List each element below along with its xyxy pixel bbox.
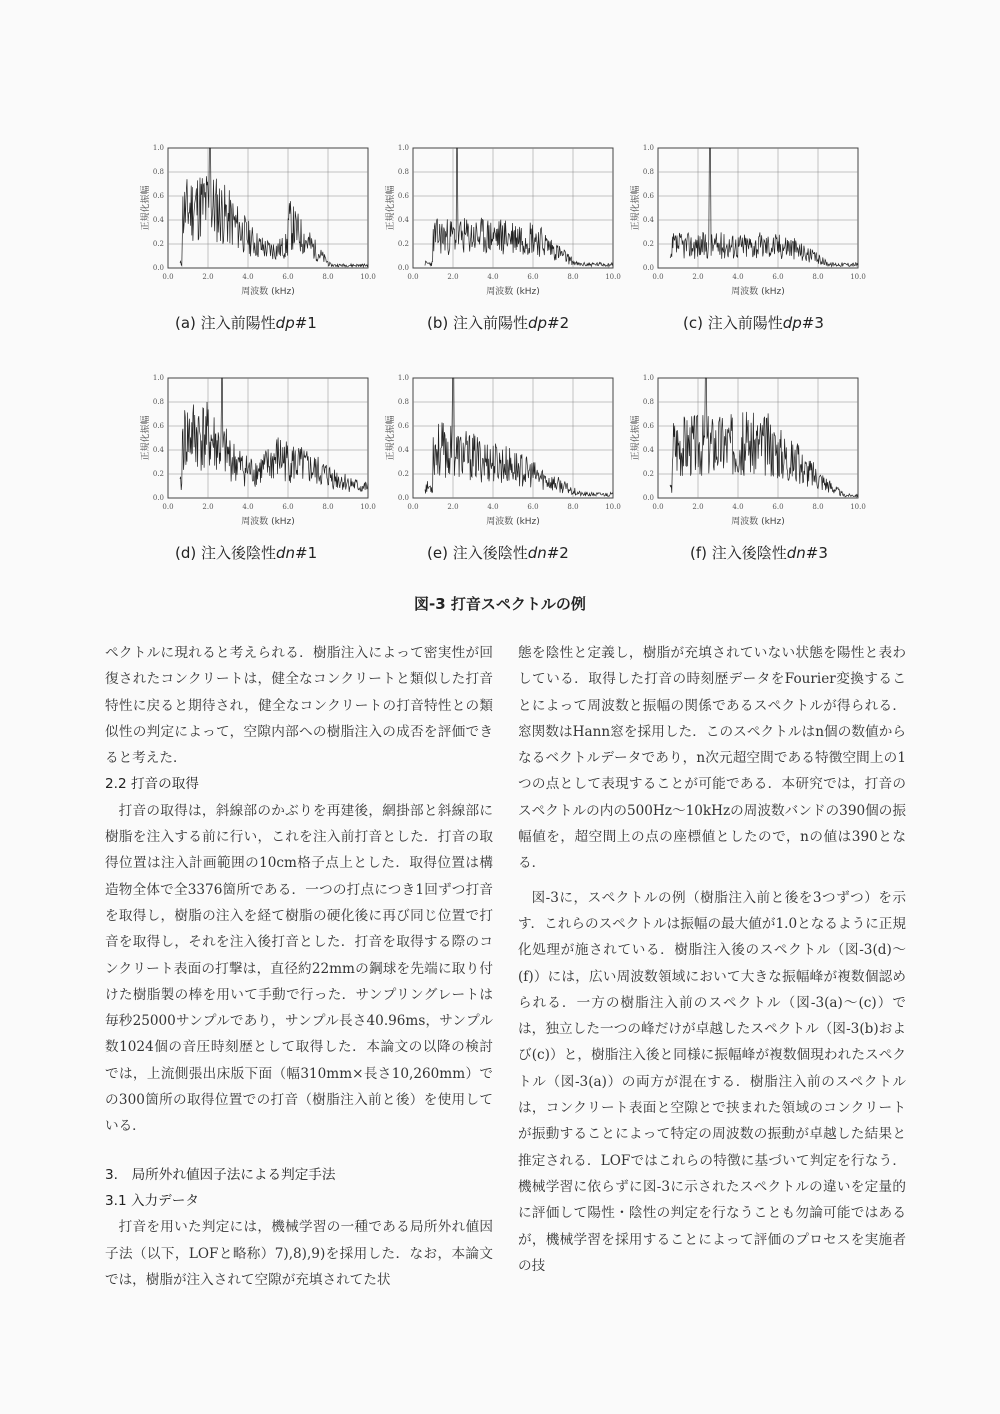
y-tick-label: 0.8 <box>397 168 409 176</box>
y-tick-label: 0.2 <box>642 240 654 248</box>
section-heading-3-1: 3.1 入力データ <box>105 1192 199 1209</box>
y-axis-label: 正規化振幅 <box>631 415 641 461</box>
panel-caption-c <box>683 312 903 333</box>
x-tick-label: 10.0 <box>850 503 866 511</box>
y-axis-label: 正規化振幅 <box>631 185 641 231</box>
left-column <box>105 640 493 1293</box>
right-column <box>518 640 906 1279</box>
spectrum-chart-e <box>385 370 635 530</box>
x-tick-label: 6.0 <box>527 273 539 281</box>
y-tick-label: 0.2 <box>397 240 409 248</box>
x-tick-label: 4.0 <box>732 273 744 281</box>
y-tick-label: 1.0 <box>152 144 164 152</box>
y-axis-label: 正規化振幅 <box>386 415 396 461</box>
caption-suffix: #3 <box>801 314 824 332</box>
paragraph: 態を陰性と定義し，樹脂が充填されていない状態を陽性と表わしている．取得した打音の時刻歴データをFourier変換することによって周波数と振幅の関係であるスペクトルが得られる．窓関数はHann窓を採用した．このスペクトルはn個の数値からなるベクトルデータであり，n次元超空間である特徴空間上の1つの点として表現することが可能である．本研究では，打音のスペクトルの内の500Hz〜10kHzの周波数バンドの390個の振幅値を，超空間上の点の座標値としたので，nの値は390となる． <box>518 645 906 872</box>
x-tick-label: 2.0 <box>447 503 459 511</box>
x-tick-label: 2.0 <box>202 273 214 281</box>
x-tick-label: 6.0 <box>527 503 539 511</box>
x-tick-label: 8.0 <box>812 273 824 281</box>
x-axis-label: 周波数 (kHz) <box>241 287 295 297</box>
paragraph: 図-3に，スペクトルの例（樹脂注入前と後を3つずつ）を示す．これらのスペクトルは振幅の最大値が1.0となるように正規化処理が施されている．樹脂注入後のスペクトル（図-3(d)〜(f)）には，広い周波数領域において大きな振幅峰が複数個認められる．一方の樹脂注入前のスペクトル（図-3(a)〜(c)）では，独立した一つの峰だけが卓越したスペクトル（図-3(b)および(c)）と，樹脂注入後と同様に振幅峰が複数個現われたスペクトル（図-3(a)）の両方が混在する．樹脂注入前のスペクトルは，コンクリート表面と空隙とで挟まれた領域のコンクリートが振動することによって特定の周波数の振動が卓越した結果と推定される．LOFではこれらの特徴に基づいて判定を行なう．機械学習に依らずに図-3に示されたスペクトルの違いを定量的に評価して陽性・陰性の判定を行なうことも勿論可能ではあるが，機械学習を採用することによって評価のプロセスを実施者の技 <box>518 889 906 1274</box>
caption-label: (f) 注入後陰性 <box>690 544 787 562</box>
y-tick-label: 0.0 <box>642 494 654 502</box>
x-tick-label: 8.0 <box>812 503 824 511</box>
x-tick-label: 2.0 <box>692 273 704 281</box>
figure-panel-f <box>630 370 880 562</box>
y-tick-label: 0.6 <box>642 422 654 430</box>
x-tick-label: 4.0 <box>487 273 499 281</box>
caption-suffix: #2 <box>546 544 569 562</box>
x-tick-label: 10.0 <box>605 503 621 511</box>
caption-suffix: #1 <box>294 314 317 332</box>
y-tick-label: 0.8 <box>397 398 409 406</box>
x-tick-label: 4.0 <box>242 273 254 281</box>
spectrum-chart-f <box>630 370 880 530</box>
y-tick-label: 0.8 <box>642 398 654 406</box>
y-tick-label: 0.4 <box>397 216 409 224</box>
y-tick-label: 0.8 <box>152 168 164 176</box>
x-tick-label: 8.0 <box>567 273 579 281</box>
caption-italic: dn <box>527 544 547 562</box>
x-tick-label: 2.0 <box>202 503 214 511</box>
x-tick-label: 10.0 <box>360 273 376 281</box>
x-tick-label: 2.0 <box>692 503 704 511</box>
y-tick-label: 0.4 <box>152 216 164 224</box>
section-heading-2-2: 2.2 打音の取得 <box>105 776 199 793</box>
y-tick-label: 0.4 <box>397 446 409 454</box>
y-tick-label: 1.0 <box>397 144 409 152</box>
section-heading-3: 3. 局所外れ値因子法による判定手法 <box>105 1166 336 1183</box>
y-tick-label: 0.2 <box>152 240 164 248</box>
y-axis-label: 正規化振幅 <box>386 185 396 231</box>
y-tick-label: 0.2 <box>642 470 654 478</box>
y-tick-label: 0.6 <box>397 192 409 200</box>
x-axis-label: 周波数 (kHz) <box>731 287 785 297</box>
caption-label: (b) 注入前陽性 <box>427 314 528 332</box>
panel-caption-d <box>175 542 395 563</box>
x-tick-label: 8.0 <box>567 503 579 511</box>
y-tick-label: 0.6 <box>642 192 654 200</box>
figure-panel-c <box>630 140 880 332</box>
x-tick-label: 10.0 <box>605 273 621 281</box>
x-tick-label: 0.0 <box>652 503 664 511</box>
caption-label: (a) 注入前陽性 <box>175 314 276 332</box>
paragraph: ペクトルに現れると考えられる．樹脂注入によって密実性が回復されたコンクリートは，健全なコンクリートと類似した打音特性に戻ると期待され，健全なコンクリートの打音特性との類似性の判定によって，空隙内部への樹脂注入の成否を評価できると考えた． <box>105 645 493 767</box>
y-tick-label: 0.4 <box>152 446 164 454</box>
panel-caption-e <box>427 542 647 563</box>
x-tick-label: 8.0 <box>322 503 334 511</box>
figure-title: 図-3 打音スペクトルの例 <box>414 595 586 613</box>
x-tick-label: 0.0 <box>407 273 419 281</box>
y-tick-label: 0.2 <box>397 470 409 478</box>
y-tick-label: 0.8 <box>642 168 654 176</box>
y-tick-label: 0.8 <box>152 398 164 406</box>
caption-italic: dp <box>275 314 295 332</box>
caption-italic: dp <box>782 314 802 332</box>
y-tick-label: 0.4 <box>642 216 654 224</box>
x-tick-label: 0.0 <box>162 273 174 281</box>
caption-label: (e) 注入後陰性 <box>427 544 528 562</box>
x-tick-label: 6.0 <box>282 273 294 281</box>
caption-italic: dp <box>528 314 548 332</box>
y-tick-label: 0.6 <box>152 192 164 200</box>
x-tick-label: 6.0 <box>772 273 784 281</box>
x-axis-label: 周波数 (kHz) <box>486 287 540 297</box>
caption-suffix: #1 <box>295 544 318 562</box>
figure-panel-a <box>140 140 390 332</box>
paragraph: 打音の取得は，斜線部のかぶりを再建後，網掛部と斜線部に樹脂を注入する前に行い，これを注入前打音とした．打音の取得位置は注入計画範囲の10cm格子点上とした．取得位置は構造物全体で全3376箇所である．一つの打点につき1回ずつ打音を取得し，樹脂の注入を経て樹脂の硬化後に再び同じ位置で打音を取得し，それを注入後打音とした．打音を取得する際のコンクリート表面の打撃は，直径約22mmの鋼球を先端に取り付けた樹脂製の棒を用いて手動で行った．サンプリングレートは毎秒25000サンプルであり，サンプル長さ40.96ms，サンプル数1024個の音圧時刻歴として取得した．本論文の以降の検討では，上流側張出床版下面（幅310mm×長さ10,260mm）での300箇所の取得位置での打音（樹脂注入前と後）を使用している． <box>105 802 493 1135</box>
y-tick-label: 0.6 <box>152 422 164 430</box>
spectrum-chart-a <box>140 140 390 300</box>
figure-panel-b <box>385 140 635 332</box>
x-tick-label: 4.0 <box>732 503 744 511</box>
x-tick-label: 10.0 <box>850 273 866 281</box>
spectrum-chart-c <box>630 140 880 300</box>
x-tick-label: 2.0 <box>447 273 459 281</box>
x-tick-label: 0.0 <box>162 503 174 511</box>
x-tick-label: 0.0 <box>407 503 419 511</box>
x-tick-label: 0.0 <box>652 273 664 281</box>
x-tick-label: 6.0 <box>282 503 294 511</box>
y-tick-label: 0.0 <box>642 264 654 272</box>
y-tick-label: 0.0 <box>397 494 409 502</box>
spectrum-chart-d <box>140 370 390 530</box>
y-tick-label: 1.0 <box>397 374 409 382</box>
caption-italic: dn <box>276 544 296 562</box>
panel-caption-f <box>690 542 910 563</box>
y-tick-label: 0.6 <box>397 422 409 430</box>
y-tick-label: 0.0 <box>397 264 409 272</box>
y-tick-label: 1.0 <box>152 374 164 382</box>
x-tick-label: 4.0 <box>242 503 254 511</box>
y-tick-label: 1.0 <box>642 144 654 152</box>
y-axis-label: 正規化振幅 <box>141 415 151 461</box>
y-tick-label: 1.0 <box>642 374 654 382</box>
y-tick-label: 0.0 <box>152 494 164 502</box>
caption-suffix: #3 <box>805 544 828 562</box>
caption-label: (d) 注入後陰性 <box>175 544 276 562</box>
y-axis-label: 正規化振幅 <box>141 185 151 231</box>
x-tick-label: 4.0 <box>487 503 499 511</box>
paragraph: 打音を用いた判定には，機械学習の一種である局所外れ値因子法（以下，LOFと略称）7),8),9)を採用した．なお，本論文では，樹脂が注入されて空隙が充填されてた状 <box>105 1219 493 1288</box>
y-tick-label: 0.4 <box>642 446 654 454</box>
y-tick-label: 0.0 <box>152 264 164 272</box>
y-tick-label: 0.2 <box>152 470 164 478</box>
caption-suffix: #2 <box>547 314 570 332</box>
x-tick-label: 10.0 <box>360 503 376 511</box>
panel-caption-b <box>427 312 647 333</box>
caption-italic: dn <box>786 544 806 562</box>
spectrum-chart-b <box>385 140 635 300</box>
x-axis-label: 周波数 (kHz) <box>731 517 785 527</box>
x-axis-label: 周波数 (kHz) <box>241 517 295 527</box>
x-tick-label: 8.0 <box>322 273 334 281</box>
x-axis-label: 周波数 (kHz) <box>486 517 540 527</box>
figure-panel-e <box>385 370 635 562</box>
figure-panel-d <box>140 370 390 562</box>
x-tick-label: 6.0 <box>772 503 784 511</box>
panel-caption-a <box>175 312 395 333</box>
caption-label: (c) 注入前陽性 <box>683 314 783 332</box>
